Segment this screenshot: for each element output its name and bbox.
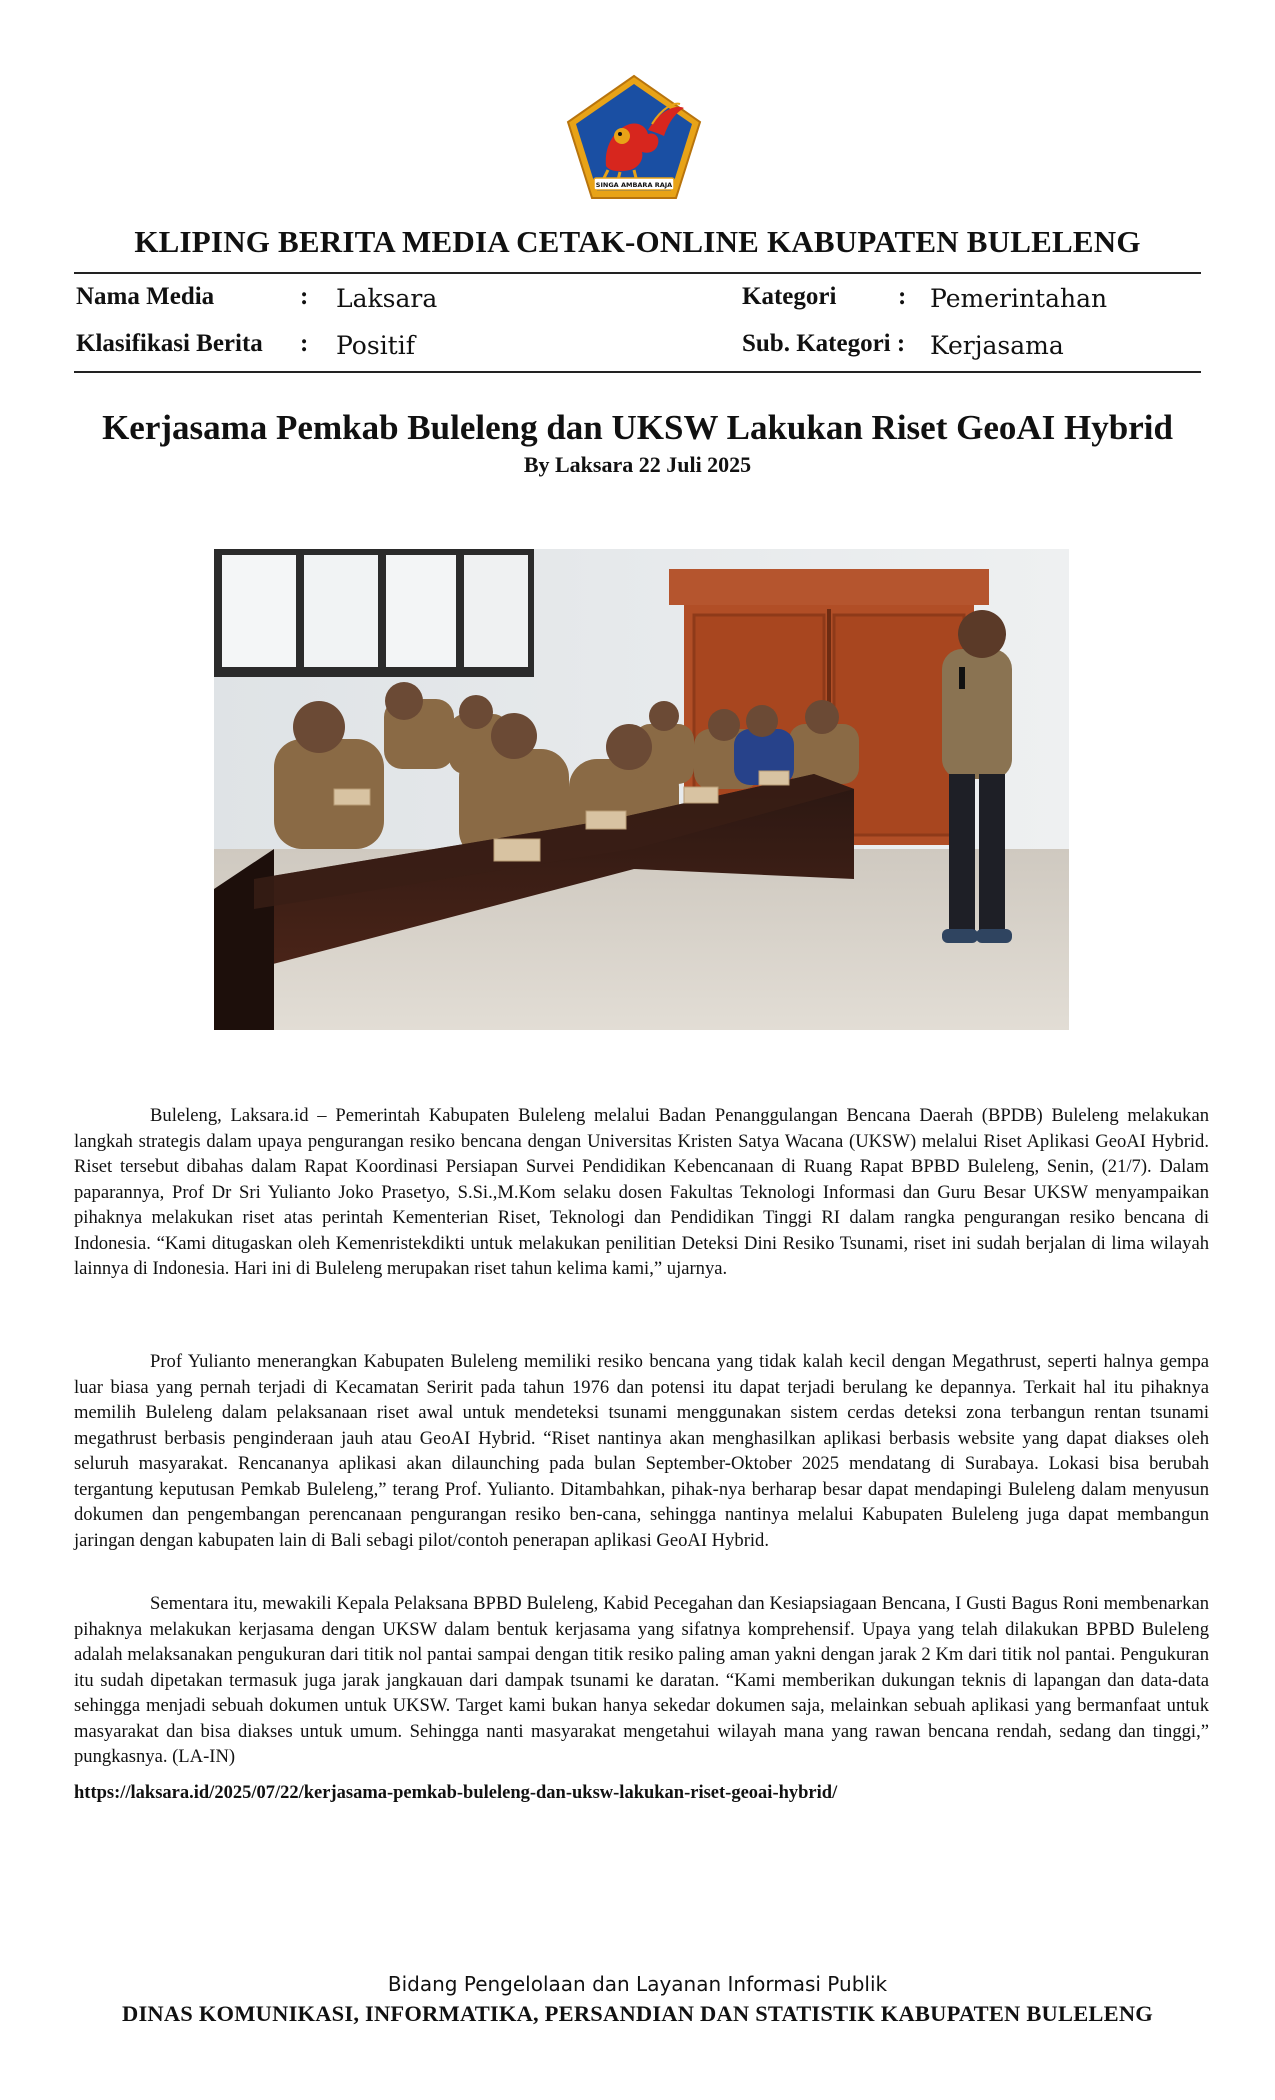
footer-unit: Bidang Pengelolaan dan Layanan Informasi Publik: [387, 1972, 888, 1996]
header-rule-top: [74, 272, 1201, 274]
kategori-label: Kategori: [742, 283, 837, 310]
klasifikasi-value: Positif: [336, 331, 415, 360]
kategori-colon: :: [898, 283, 907, 310]
footer-organization: DINAS KOMUNIKASI, INFORMATIKA, PERSANDIAN DAN STATISTIK KABUPATEN BULELENG: [122, 2001, 1153, 2026]
nama-media-colon: :: [300, 283, 309, 310]
article-paragraph-2: Prof Yulianto menerangkan Kabupaten Buleleng memiliki resiko bencana yang tidak kalah kecil dengan Megathrust, seperti halnya gempa luar biasa yang pernah terjadi di Kecamatan Seririt pada tahun 1976 dan potensi itu dapat terjadi berulang ke depannya. Terkait hal itu pihaknya memilih Buleleng dalam pelaksanaan riset awal untuk mendeteksi tsunami menggunakan sistem cerdas deteksi zona terbangun rentan tsunami megathrust berbasis penginderaan jauh atau GeoAI Hybrid. “Riset nantinya akan menghasilkan aplikasi berbasis website yang dapat diakses oleh seluruh masyarakat. Rencananya aplikasi akan dilaunching pada bulan September-Oktober 2025 mendatang di Surabaya. Lokasi bisa berubah tergantung keputusan Pemkab Buleleng,” terang Prof. Yulianto. Ditambahkan, pihak-nya berharap besar dapat mendapingi Buleleng dalam menyusun dokumen dan pengembangan perencanaan pengurangan resiko ben-cana, sehingga nantinya melalui Kabupaten Buleleng juga dapat membangun jaringan dengan kabupaten lain di Bali sebagi pilot/contoh penerapan aplikasi GeoAI Hybrid.: [74, 1351, 1209, 1551]
meeting-room-photo-icon: [214, 549, 1069, 1030]
article-byline: By Laksara 22 Juli 2025: [523, 452, 752, 477]
buleleng-crest-icon: [564, 74, 704, 202]
nama-media-label: Nama Media: [76, 283, 215, 310]
klasifikasi-colon: :: [300, 330, 309, 357]
article-paragraph-1: Buleleng, Laksara.id – Pemerintah Kabupaten Buleleng melalui Badan Penanggulangan Bencana Daerah (BPDB) Buleleng melakukan langkah strategis dalam upaya pengurangan resiko bencana dengan Universitas Kristen Satya Wacana (UKSW) melalui Riset Aplikasi GeoAI Hybrid. Riset tersebut dibahas dalam Rapat Koordinasi Persiapan Survei Pendidikan Kebencanaan di Ruang Rapat BPBD Buleleng, Senin, (21/7). Dalam paparannya, Prof Dr Sri Yulianto Joko Prasetyo, S.Si.,M.Kom selaku dosen Fakultas Teknologi Informasi dan Guru Besar UKSW menyampaikan pihaknya melakukan riset atas perintah Kementerian Riset, Teknologi dan Pendidikan Tinggi RI dalam rangka pengurangan resiko bencana di Indonesia. “Kami ditugaskan oleh Kemenristekdikti untuk melakukan penilitian Deteksi Dini Resiko Tsunami, riset ini sudah berjalan di lima wilayah lainnya di Indonesia. Hari ini di Buleleng merupakan riset tahun kelima kami,” ujarnya.: [74, 1105, 1209, 1279]
sub-kategori-value: Kerjasama: [930, 331, 1064, 360]
article-paragraph-3: Sementara itu, mewakili Kepala Pelaksana BPBD Buleleng, Kabid Pecegahan dan Kesiapsiagaan Bencana, I Gusti Bagus Roni membenarkan pihaknya melakukan kerjasama dengan UKSW dalam bentuk kerjasama yang sifatnya komprehensif. Upaya yang telah dilakukan BPBD Buleleng adalah melaksanakan pengukuran dari titik nol pantai sampai dengan titik resiko paling aman yakni dengan jarak 2 Km dari titik nol pantai. Pengukuran itu sudah dipetakan termasuk juga jarak jangkauan dari dampak tsunami ke daratan. “Kami memberikan dukungan teknis di lapangan dan data-data sehingga menjadi sebuah dokumen untuk UKSW. Target kami bukan hanya sekedar dokumen saja, melainkan sebuah aplikasi yang bermanfaat untuk masyarakat dan bisa diakses untuk umum. Sehingga nanti masyarakat mengetahui wilayah mana yang rawan bencana rendah, sedang dan tinggi,” pungkasnya. (LA-IN): [74, 1593, 1209, 1767]
klasifikasi-label: Klasifikasi Berita: [76, 330, 263, 357]
source-link[interactable]: https://laksara.id/2025/07/22/kerjasama-pemkab-buleleng-dan-uksw-lakukan-riset-geoai-hybrid/: [74, 1783, 838, 1803]
header-rule-bottom: [74, 371, 1201, 373]
nama-media-value: Laksara: [336, 284, 438, 313]
document-title: KLIPING BERITA MEDIA CETAK-ONLINE KABUPATEN BULELENG: [134, 224, 1141, 259]
article-headline: Kerjasama Pemkab Buleleng dan UKSW Lakukan Riset GeoAI Hybrid: [102, 408, 1173, 447]
crest-motto: SINGA AMBARA RAJA: [595, 181, 673, 189]
sub-kategori-label: Sub. Kategori :: [742, 330, 906, 357]
kategori-value: Pemerintahan: [930, 284, 1108, 313]
